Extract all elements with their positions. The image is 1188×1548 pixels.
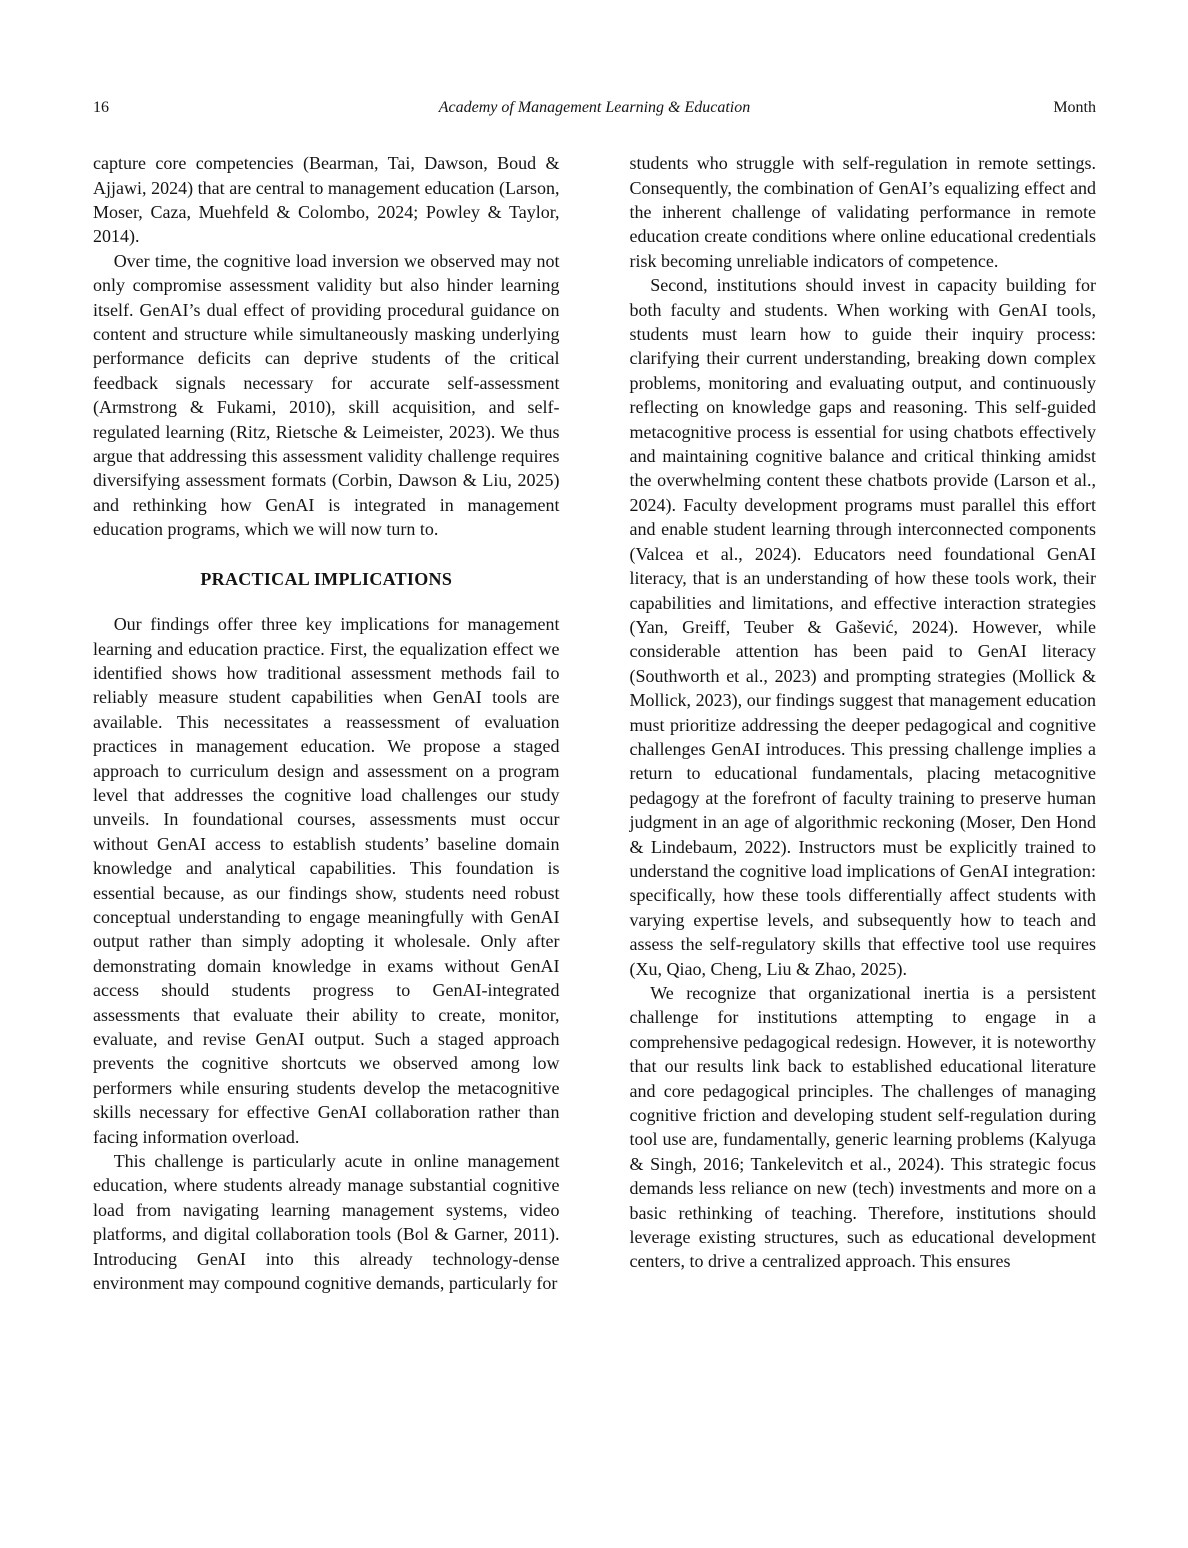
two-column-body	[93, 151, 1096, 1295]
left-column	[93, 151, 560, 1295]
page-number: 16	[93, 99, 109, 116]
paragraph-continuation: capture core competencies (Bearman, Tai, Dawson, Boud & Ajjawi, 2024) that are central to management education (Larson, Moser, Caza, Muehfeld & Colombo, 2024; Powley & Taylor, 2014).	[93, 153, 560, 247]
paragraph-continuation: students who struggle with self-regulation in remote settings. Consequently, the combination of GenAI’s equalizing effect and the inherent challenge of validating performance in remote education create conditions where online educational credentials risk becoming unreliable indicators of competence.	[629, 153, 1096, 271]
journal-title: Academy of Management Learning & Education	[438, 99, 751, 116]
paragraph: This challenge is particularly acute in online management education, where students already manage substantial cognitive load from navigating learning management systems, video platforms, and digital collaboration tools (Bol & Garner, 2011). Introducing GenAI into this already technology-dense environment may compound cognitive demands, particularly for	[93, 1151, 560, 1294]
paragraph: Second, institutions should invest in capacity building for both faculty and students. When working with GenAI tools, students must learn how to guide their inquiry process: clarifying their current understanding, breaking down complex problems, monitoring and evaluating output, and continuously reflecting on knowledge gaps and reasoning. This self-guided metacognitive process is essential for using chatbots effectively and maintaining cognitive balance and critical thinking amidst the overwhelming content these chatbots provide (Larson et al., 2024). Faculty development programs must parallel this effort and enable student learning through interconnected components (Valcea et al., 2024). Educators need foundational GenAI literacy, that is an understanding of how these tools work, their capabilities and limitations, and effective interaction strategies (Yan, Greiff, Teuber & Gašević, 2024). However, while considerable attention has been paid to GenAI literacy (Southworth et al., 2023) and prompting strategies (Mollick & Mollick, 2023), our findings suggest that management education must prioritize addressing the deeper pedagogical and cognitive challenges GenAI introduces. This pressing challenge implies a return to educational fundamentals, placing metacognitive pedagogy at the forefront of faculty training to preserve human judgment in an age of algorithmic reckoning (Moser, Den Hond & Lindebaum, 2022). Instructors must be explicitly trained to understand the cognitive load implications of GenAI integration: specifically, how these tools differentially affect students with varying expertise levels, and subsequently how to teach and assess the self-regulatory skills that effective tool use requires (Xu, Qiao, Cheng, Liu & Zhao, 2025).	[629, 275, 1096, 979]
issue-label: Month	[1053, 99, 1096, 116]
paragraph: Over time, the cognitive load inversion we observed may not only compromise assessment validity but also hinder learning itself. GenAI’s dual effect of providing procedural guidance on content and structure while simultaneously masking underlying performance deficits can deprive students of the critical feedback signals necessary for accurate self-assessment (Armstrong & Fukami, 2010), skill acquisition, and self-regulated learning (Ritz, Rietsche & Leimeister, 2023). We thus argue that addressing this assessment validity challenge requires diversifying assessment formats (Corbin, Dawson & Liu, 2025) and rethinking how GenAI is integrated in management education programs, which we will now turn to.	[93, 250, 560, 540]
page-header	[93, 98, 1096, 117]
right-column	[630, 151, 1097, 1295]
paragraph: We recognize that organizational inertia is a persistent challenge for institutions attempting to engage in a comprehensive pedagogical redesign. However, it is noteworthy that our results link back to established educational literature and core pedagogical principles. The challenges of managing cognitive friction and developing student self-regulation during tool use are, fundamentally, generic learning problems (Kalyuga & Singh, 2016; Tankelevitch et al., 2024). This strategic focus demands less reliance on new (tech) investments and more on a basic rethinking of teaching. Therefore, institutions should leverage existing structures, such as educational development centers, to drive a centralized approach. This ensures	[629, 983, 1096, 1272]
section-heading-practical-implications: PRACTICAL IMPLICATIONS	[200, 568, 453, 589]
paragraph: Our findings offer three key implications for management learning and education practice. First, the equalization effect we identified shows how traditional assessment methods fail to reliably measure student capabilities when GenAI tools are available. This necessitates a reassessment of evaluation practices in management education. We propose a staged approach to curriculum design and assessment on a program level that addresses the cognitive load challenges our study unveils. In foundational courses, assessments must occur without GenAI access to establish students’ baseline domain knowledge and analytical capabilities. This foundation is essential because, as our findings show, students need robust conceptual understanding to engage meaningfully with GenAI output rather than simply adopting it wholesale. Only after demonstrating domain knowledge in exams without GenAI access should students progress to GenAI-integrated assessments that evaluate their ability to create, monitor, evaluate, and revise GenAI output. Such a staged approach prevents the cognitive shortcuts we observed among low performers while ensuring students develop the metacognitive skills necessary for effective GenAI collaboration rather than facing information overload.	[93, 614, 560, 1147]
